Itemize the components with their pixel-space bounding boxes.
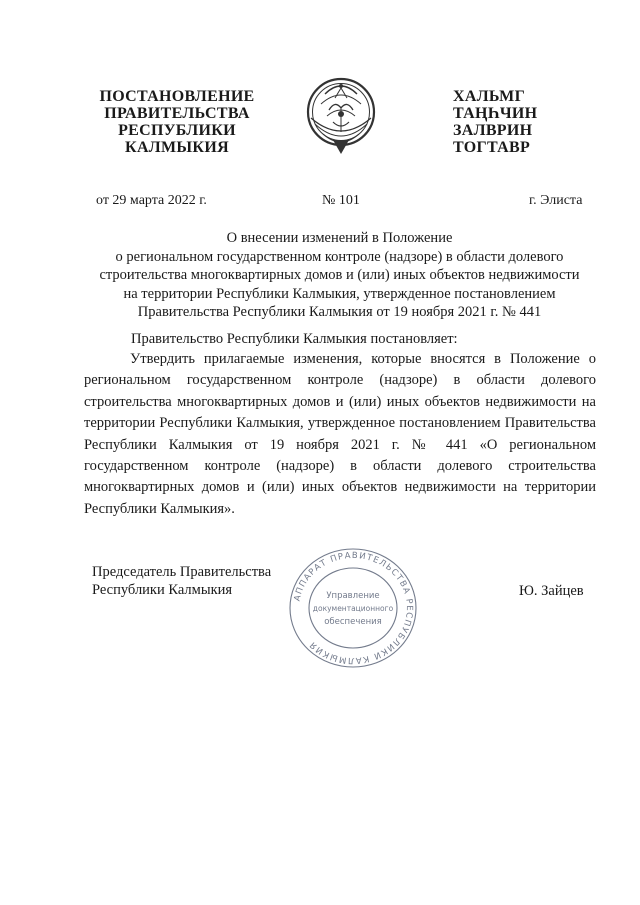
coat-of-arms-icon (303, 74, 379, 156)
resolution-intro: Правительство Республики Калмыкия постановляет: (131, 331, 458, 347)
stamp-inner-line: документационного (312, 604, 394, 613)
issuer-name-russian (92, 88, 262, 156)
document-number: № 101 (322, 193, 360, 208)
resolution-paragraph: Утвердить прилагаемые изменения, которые вносятся в Положение о региональном государственном контроле (надзоре) в области долевого строительства многоквартирных домов и (или) иных объектов недвижимости на территории Республики Калмыкия, утвержденное постановлением Правительства Республики Калмыкия от 19 ноября 2021 г. № 441 «О региональном государственном контроле (надзоре) в области долевого строительства многоквартирных домов и (или) иных объектов недвижимости на территории Республики Калмыкия». (84, 351, 596, 517)
position-line: Республики Калмыкия (92, 582, 233, 598)
issuer-line: РЕСПУБЛИКИ (118, 122, 236, 139)
stamp-inner-line: Управление (326, 591, 380, 601)
signatory-position (92, 563, 271, 599)
document-city: г. Элиста (529, 193, 583, 208)
title-line: строительства многоквартирных домов и (или) иных объектов недвижимости (99, 267, 580, 283)
stamp-outer-textpath: АППАРАТ ПРАВИТЕЛЬСТВА РЕСПУБЛИКИ КАЛМЫКИЯ (292, 550, 415, 666)
document-title (82, 229, 597, 322)
issuer-line: ПРАВИТЕЛЬСТВА (104, 105, 250, 122)
issuer-line: КАЛМЫКИЯ (125, 139, 229, 156)
title-line: Правительства Республики Калмыкия от 19 ноября 2021 г. № 441 (137, 304, 542, 320)
official-stamp (287, 546, 419, 670)
issuer-line: ЗАЛВРИН (453, 122, 533, 139)
position-line: Председатель Правительства (92, 564, 272, 580)
issuer-line: ТОГТАВР (453, 139, 531, 156)
title-line: О внесении изменений в Положение (226, 230, 453, 246)
issuer-name-kalmyk (453, 88, 573, 156)
title-line: на территории Республики Калмыкия, утвержденное постановлением (123, 285, 556, 302)
title-line: о региональном государственном контроле (надзоре) в области долевого (115, 248, 564, 265)
stamp-inner-line: обеспечения (324, 617, 382, 627)
signatory-name: Ю. Зайцев (519, 583, 584, 599)
issuer-line: ПОСТАНОВЛЕНИЕ (99, 88, 255, 105)
issuer-line: ХАЛЬМГ (453, 88, 526, 105)
document-date: от 29 марта 2022 г. (96, 193, 207, 208)
issuer-line: ТАҢҺЧИН (453, 105, 538, 122)
